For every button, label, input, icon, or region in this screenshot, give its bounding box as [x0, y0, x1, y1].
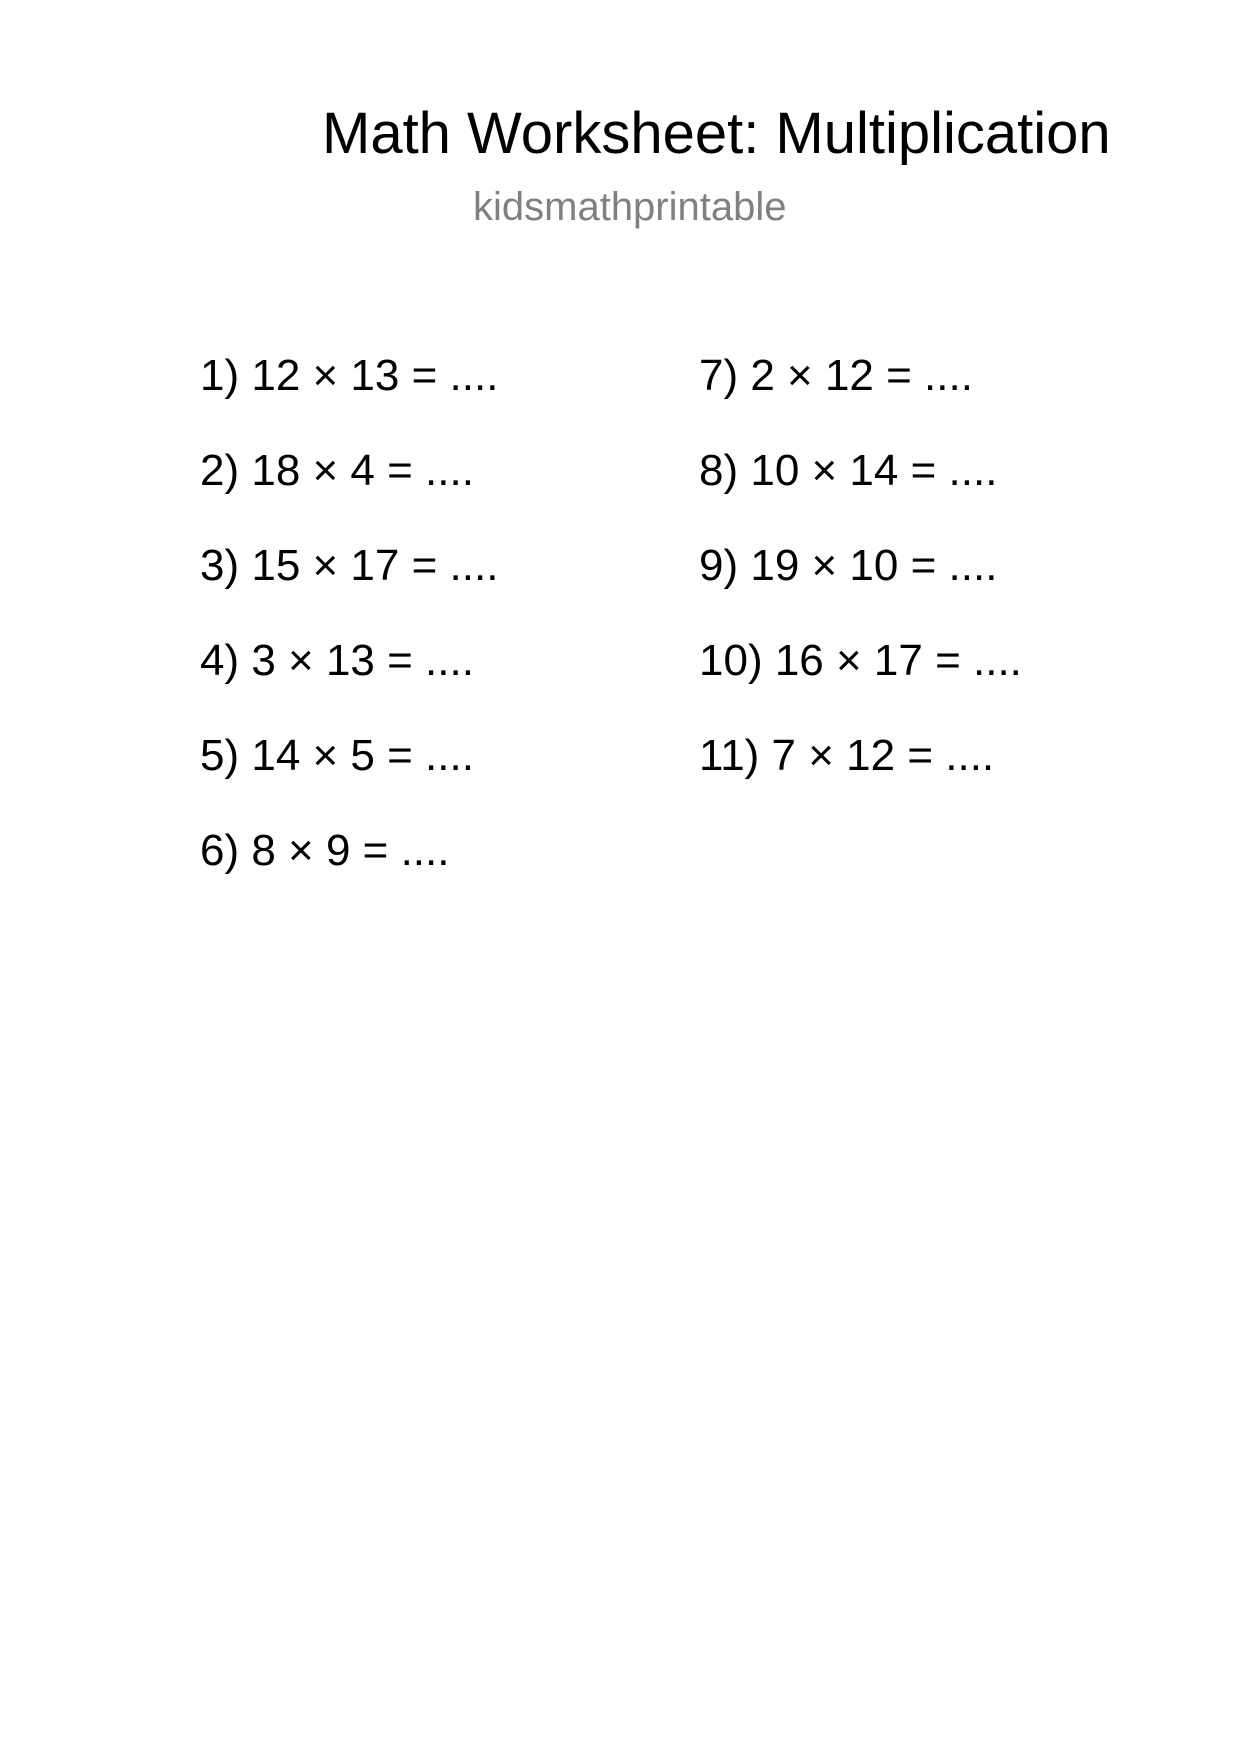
problem-4: 4) 3 × 13 = .... — [200, 636, 474, 685]
problem-7: 7) 2 × 12 = .... — [699, 351, 973, 400]
problem-2: 2) 18 × 4 = .... — [200, 446, 474, 495]
problem-10: 10) 16 × 17 = .... — [699, 636, 1022, 685]
problem-3: 3) 15 × 17 = .... — [200, 541, 499, 590]
problem-1: 1) 12 × 13 = .... — [200, 351, 499, 400]
problem-8: 8) 10 × 14 = .... — [699, 446, 998, 495]
problem-5: 5) 14 × 5 = .... — [200, 731, 474, 780]
page-subtitle: kidsmathprintable — [473, 185, 787, 229]
page-title: Math Worksheet: Multiplication — [322, 101, 1111, 166]
problem-11: 11) 7 × 12 = .... — [699, 731, 995, 780]
problem-6: 6) 8 × 9 = .... — [200, 826, 450, 875]
problem-9: 9) 19 × 10 = .... — [699, 541, 998, 590]
